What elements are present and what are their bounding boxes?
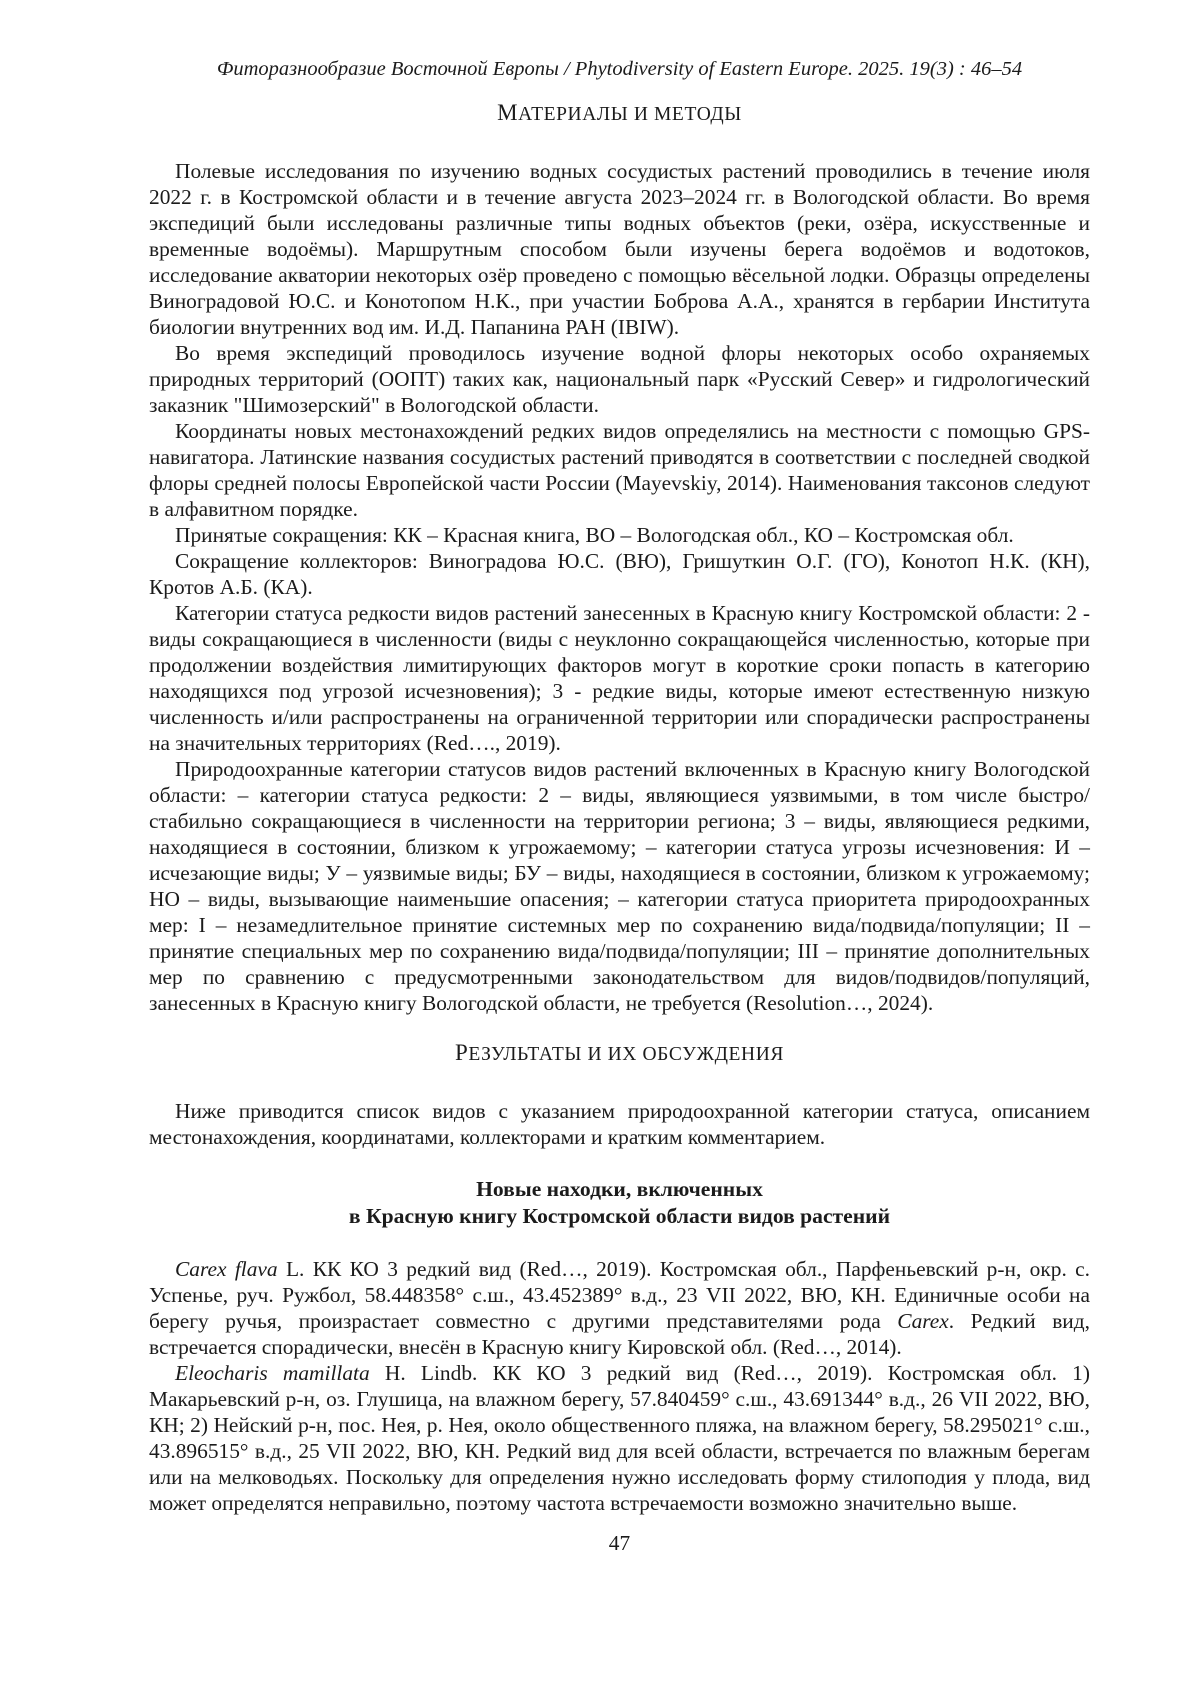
- section-heading-materials: МАТЕРИАЛЫ И МЕТОДЫ: [497, 100, 742, 125]
- page-number: 47: [608, 1531, 631, 1555]
- species-tail-carex-flava: . Редкий вид, встречается спорадически, внесён в Красную книгу Кировской обл. (Red…, 2014).: [149, 1309, 1090, 1359]
- species-name-eleocharis-mamillata: Eleocharis mamillata: [175, 1361, 370, 1385]
- new-findings-heading-line1: Новые находки, включенных: [476, 1177, 763, 1201]
- section-heading-results: РЕЗУЛЬТАТЫ И ИХ ОБСУЖДЕНИЯ: [454, 1040, 785, 1065]
- paragraph-abbreviations: Принятые сокращения: КК – Красная книга, ВО – Вологодская обл., КО – Костромская обл.: [175, 523, 1014, 547]
- paragraph-vologda-categories: Природоохранные категории статусов видов растений включенных в Красную книгу Вологодской области: – категории статуса редкости: 2 – виды, являющиеся уязвимыми, в том числе быстро/стабильно сокращающиеся в численности на территории региона; 3 – виды, являющиеся редкими, находящиеся в состоянии, близком к угрожаемому; – категории статуса угрозы исчезновения: И – исчезающие виды; У – уязвимые виды; БУ – виды, находящиеся в состоянии, близком к угрожаемому; НО – виды, вызывающие наименьшие опасения; – категории статуса приоритета природоохранных мер: I – незамедлительное принятие системных мер по сохранению вида/подвида/популяции; II – принятие специальных мер по сохранению вида/подвида/популяции; III – принятие дополнительных мер по сравнению с предусмотренными законодательством для видов/подвидов/популяций, занесенных в Красную книгу Вологодской области, не требуется (Resolution…, 2024).: [149, 757, 1090, 1015]
- species-name-carex-flava: Carex flava: [175, 1257, 278, 1281]
- page-content: [149, 56, 1090, 1556]
- running-head: Фиторазнообразие Восточной Европы / Phytodiversity of Eastern Europe. 2025. 19(3) : 46–54: [216, 58, 1023, 80]
- new-findings-heading-line2: в Красную книгу Костромской области видов растений: [348, 1204, 891, 1228]
- genus-name-carex: Carex: [897, 1309, 949, 1333]
- paragraph-results-intro: Ниже приводится список видов с указанием природоохранной категории статуса, описанием местонахождения, координатами, коллекторами и кратким комментарием.: [149, 1099, 1090, 1149]
- species-text-carex-flava: L. КК КО 3 редкий вид (Red…, 2019). Костромская обл., Парфеньевский р-н, окр. с. Успенье, руч. Ружбол, 58.448358° с.ш., 43.452389° в.д., 23 VII 2022, ВЮ, КН. Единичные особи на берегу ручья, произрастает совместно с другими представителями рода: [149, 1257, 1090, 1333]
- species-entry-carex-flava: [149, 1256, 1090, 1360]
- species-text-eleocharis-mamillata: H. Lindb. КК КО 3 редкий вид (Red…, 2019). Костромская обл. 1) Макарьевский р-н, оз. Глушица, на влажном берегу, 57.840459° с.ш., 43.691344° в.д., 26 VII 2022, ВЮ, КН; 2) Нейский р-н, пос. Нея, р. Нея, около общественного пляжа, на влажном берегу, 58.295021° с.ш., 43.896515° в.д., 25 VII 2022, ВЮ, КН. Редкий вид для всей области, встречается по влажным берегам или на мелководьях. Поскольку для определения нужно исследовать форму стилоподия у плода, вид может определятся неправильно, поэтому частота встречаемости возможно значительно выше.: [149, 1361, 1090, 1515]
- paragraph-kostroma-categories: Категории статуса редкости видов растений занесенных в Красную книгу Костромской области: 2 - виды сокращающиеся в численности (виды с неуклонно сокращающейся численностью, которые при продолжении воздействия лимитирующих факторов могут в короткие сроки попасть в категорию находящихся под угрозой исчезновения); 3 - редкие виды, которые имеют естественную низкую численность и/или распространены на ограниченной территории или спорадически распространены на значительных территориях (Red…., 2019).: [149, 601, 1090, 755]
- subsection-heading-new-findings: [149, 1176, 1090, 1230]
- paragraph-collectors: Сокращение коллекторов: Виноградова Ю.С. (ВЮ), Гришуткин О.Г. (ГО), Конотоп Н.К. (КН), Кротов А.Б. (КА).: [149, 549, 1090, 599]
- paragraph-coordinates-nomenclature: Координаты новых местонахождений редких видов определялись на местности с помощью GPS-навигатора. Латинские названия сосудистых растений приводятся в соответствии с последней сводкой флоры средней полосы Европейской части России (Mayevskiy, 2014). Наименования таксонов следуют в алфавитном порядке.: [149, 419, 1090, 521]
- paragraph-field-studies: Полевые исследования по изучению водных сосудистых растений проводились в течение июля 2022 г. в Костромской области и в течение августа 2023–2024 гг. в Вологодской области. Во время экспедиций были исследованы различные типы водных объектов (реки, озёра, искусственные и временные водоёмы). Маршрутным способом были изучены берега водоёмов и водотоков, исследование акватории некоторых озёр проведено с помощью вёсельной лодки. Образцы определены Виноградовой Ю.С. и Конотопом Н.К., при участии Боброва А.А., хранятся в гербарии Института биологии внутренних вод им. И.Д. Папанина РАН (IBIW).: [149, 159, 1090, 339]
- paragraph-protected-areas: Во время экспедиций проводилось изучение водной флоры некоторых особо охраняемых природных территорий (ООПТ) таких как, национальный парк «Русский Север» и гидрологический заказник "Шимозерский" в Вологодской области.: [149, 341, 1090, 417]
- species-entry-eleocharis-mamillata: [149, 1360, 1090, 1516]
